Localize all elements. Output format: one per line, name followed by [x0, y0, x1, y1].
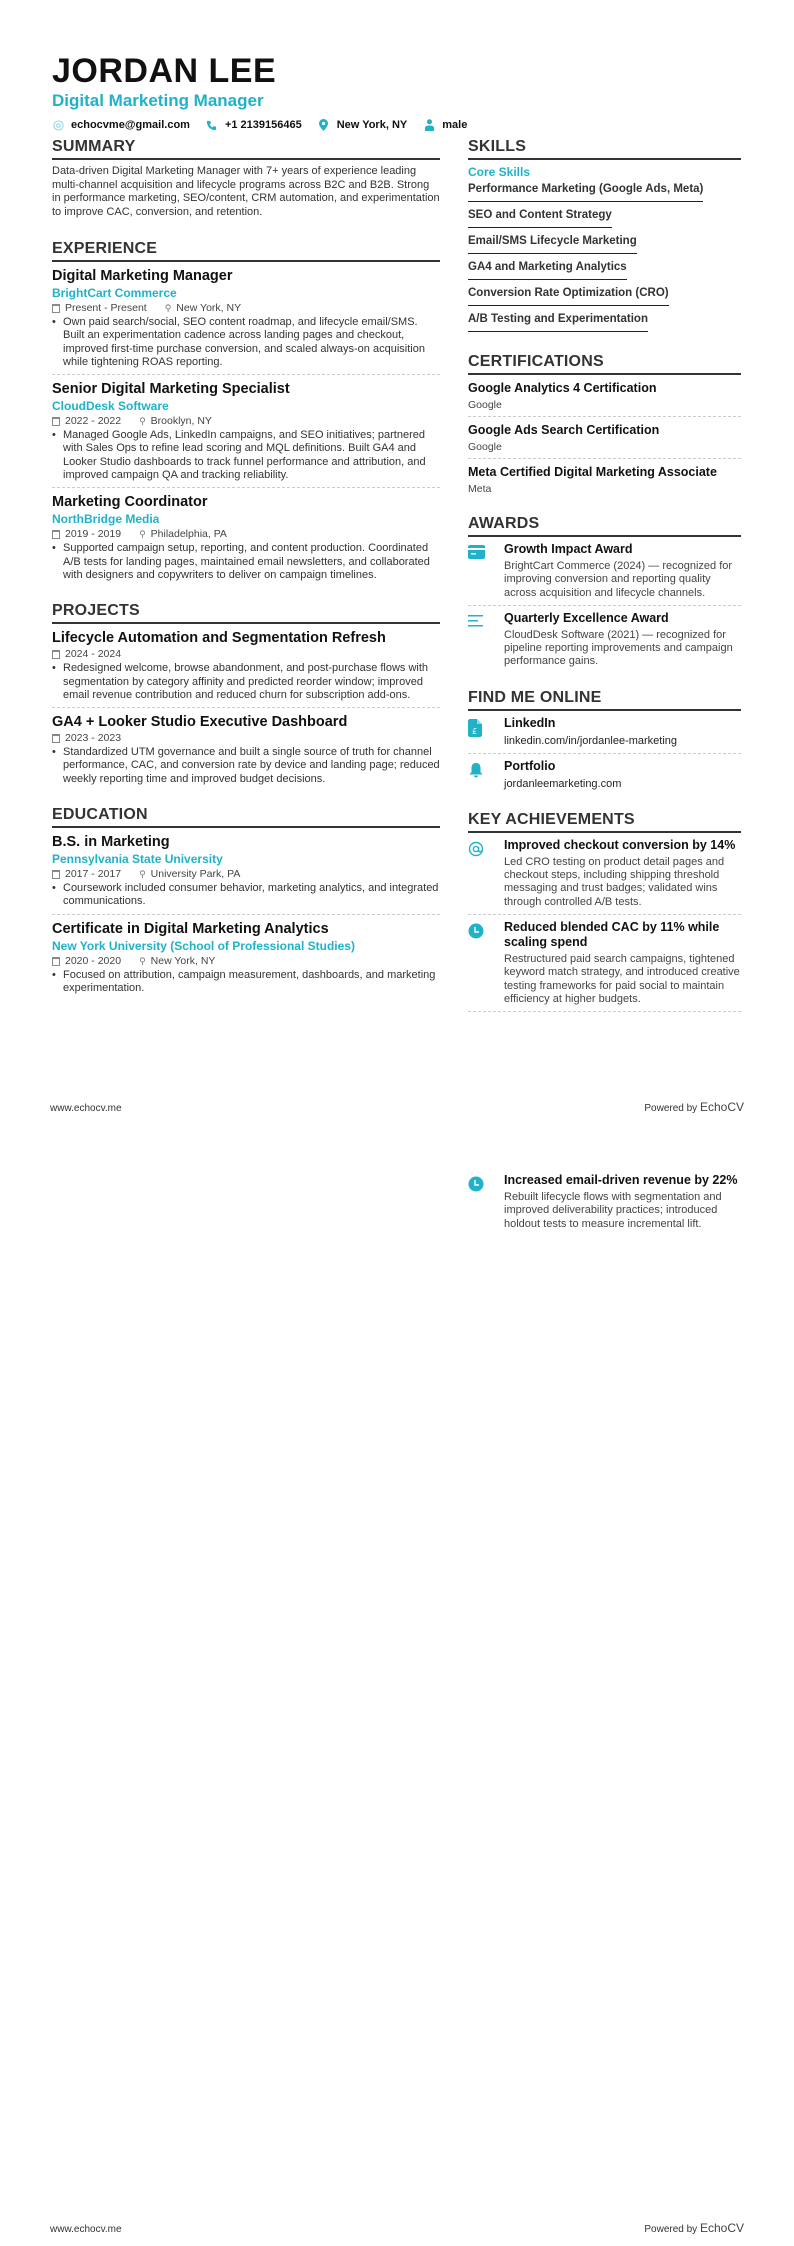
contact-phone[interactable] [206, 119, 302, 131]
entry-location: University Park, PA [150, 868, 241, 881]
company-name: BrightCart Commerce [52, 286, 177, 300]
resume-page-2 [0, 1123, 794, 2246]
online-link[interactable]: jordanleemarketing.com [504, 777, 622, 790]
location-pin-icon [318, 119, 330, 131]
section-heading: CERTIFICATIONS [468, 352, 741, 375]
award-description: BrightCart Commerce (2024) — recognized for improving conversion and reporting quality across acquisition and lifecycle channels. [504, 560, 733, 599]
brand-name: EchoCV [699, 2221, 744, 2235]
calendar-icon [52, 650, 60, 659]
section-heading: SKILLS [468, 137, 741, 160]
entry-meta [52, 868, 440, 881]
summary-section [52, 137, 440, 219]
contact-email[interactable] [52, 119, 190, 131]
bullet-list [52, 316, 440, 369]
calendar-icon [52, 304, 60, 313]
entry-meta [52, 648, 440, 661]
experience-entry [52, 380, 440, 488]
achievement-item [468, 1173, 741, 1236]
section-heading: KEY ACHIEVEMENTS [468, 810, 741, 833]
bullet-item: • Coursework included consumer behavior, marketing analytics, and integrated communications. [52, 882, 440, 909]
svg-text:£: £ [472, 726, 478, 736]
section-heading: FIND ME ONLINE [468, 688, 741, 711]
section-heading: AWARDS [468, 514, 741, 537]
section-heading: EXPERIENCE [52, 239, 440, 262]
right-column-continued [468, 1173, 741, 1241]
contact-phone-value: +1 2139156465 [224, 119, 302, 131]
degree-title: Certificate in Digital Marketing Analytics [52, 920, 329, 937]
award-title: Growth Impact Award [504, 542, 633, 556]
certifications-section [468, 352, 741, 500]
achievements-section [468, 810, 741, 1012]
certification-item [468, 464, 741, 500]
education-entry [52, 920, 440, 1001]
location-pin-icon: ⚲ [139, 869, 146, 880]
lines-icon [468, 615, 485, 632]
project-title: Lifecycle Automation and Segmentation Refresh [52, 630, 386, 647]
entry-dates: 2023 - 2023 [65, 732, 122, 745]
page-footer [50, 2221, 744, 2235]
online-label: Portfolio [504, 758, 556, 773]
entry-location: Brooklyn, NY [150, 415, 212, 428]
document-icon [468, 724, 482, 741]
certification-title: Google Ads Search Certification [468, 423, 660, 437]
candidate-title: Digital Marketing Manager [52, 91, 264, 110]
contact-row [52, 119, 742, 131]
certification-item [468, 422, 741, 459]
contact-location [318, 119, 408, 131]
achievement-item [468, 838, 741, 915]
degree-title: B.S. in Marketing [52, 834, 170, 851]
left-column [52, 137, 440, 1014]
skill-item: Performance Marketing (Google Ads, Meta) [468, 182, 703, 202]
clock-icon [468, 1179, 484, 1196]
experience-entry [52, 267, 440, 375]
job-title: Senior Digital Marketing Specialist [52, 381, 290, 398]
location-pin-icon: ⚲ [164, 303, 172, 313]
entry-dates: 2020 - 2020 [65, 954, 122, 967]
achievement-title: Improved checkout conversion by 14% [504, 837, 736, 852]
company-name: CloudDesk Software [52, 399, 169, 414]
bullet-list [52, 746, 440, 786]
footer-site[interactable]: www.echocv.me [50, 1103, 122, 1114]
at-icon [52, 119, 64, 131]
award-item [468, 611, 741, 674]
online-link[interactable]: linkedin.com/in/jordanlee-marketing [504, 734, 678, 747]
achievement-item [468, 920, 741, 1012]
project-entry [52, 713, 440, 791]
bullet-item: • Managed Google Ads, LinkedIn campaigns, and SEO initiatives; partnered with Sales Ops to refine lead scoring and MQL definitions. Built GA4 and Looker Studio dashboards to track funnel performance and attribution, and improved campaign QA and tracking reliability. [52, 429, 440, 482]
footer-powered [644, 2221, 744, 2235]
skill-item: GA4 and Marketing Analytics [468, 260, 627, 280]
achievement-title: Reduced blended CAC by 11% while scaling spend [504, 919, 720, 949]
education-entry [52, 833, 440, 915]
candidate-name: JORDAN LEE [52, 52, 277, 90]
school-name: New York University (School of Professional Studies) [52, 938, 355, 953]
education-section [52, 805, 440, 1000]
powered-by-label: Powered by [644, 1103, 698, 1114]
location-pin-icon: ⚲ [139, 416, 146, 427]
entry-location: Philadelphia, PA [150, 528, 227, 541]
bullet-item: • Standardized UTM governance and built a single source of truth for channel performance, CAC, and conversion rate by device and landing page; reduced weekly reporting time and improved budget decisions. [52, 746, 440, 786]
entry-location: New York, NY [150, 954, 216, 967]
page-footer [50, 1100, 744, 1114]
skill-item: Email/SMS Lifecycle Marketing [468, 234, 637, 254]
section-heading: SUMMARY [52, 137, 440, 160]
location-pin-icon: ⚲ [139, 529, 146, 540]
right-column [468, 137, 741, 1026]
bullet-item: • Supported campaign setup, reporting, and content production. Coordinated A/B tests for landing pages, maintained email newsletters, and collaborated with designers and copywriters to deliver on campaign timelines. [52, 542, 440, 582]
experience-section [52, 239, 440, 587]
certification-issuer: Google [468, 399, 502, 411]
contact-email-value: echocvme@gmail.com [71, 119, 190, 131]
clock-icon [468, 926, 484, 943]
award-item [468, 542, 741, 606]
calendar-icon [52, 957, 60, 966]
footer-site[interactable]: www.echocv.me [50, 2224, 122, 2235]
entry-meta [52, 302, 440, 315]
company-name: NorthBridge Media [52, 512, 160, 527]
skills-subheading: Core Skills [468, 165, 531, 179]
section-heading: PROJECTS [52, 601, 440, 624]
contact-location-value: New York, NY [336, 119, 408, 131]
bullet-list [52, 542, 440, 582]
card-icon [468, 546, 485, 563]
entry-meta [52, 415, 440, 428]
achievement-title: Increased email-driven revenue by 22% [504, 1173, 738, 1187]
project-title: GA4 + Looker Studio Executive Dashboard [52, 714, 348, 731]
skill-item: Conversion Rate Optimization (CRO) [468, 286, 669, 306]
location-pin-icon: ⚲ [139, 955, 146, 966]
award-description: CloudDesk Software (2021) — recognized for pipeline reporting improvements and campaign performance gains. [504, 628, 733, 668]
certification-title: Meta Certified Digital Marketing Associate [468, 465, 717, 479]
certification-issuer: Meta [468, 483, 492, 495]
calendar-icon [52, 870, 60, 879]
bullet-list [52, 662, 440, 702]
calendar-icon [52, 734, 60, 743]
entry-meta [52, 955, 440, 968]
calendar-icon [52, 530, 60, 539]
skills-section [468, 137, 741, 338]
resume-header [52, 52, 742, 131]
powered-by-label: Powered by [644, 2224, 698, 2235]
entry-dates: 2022 - 2022 [65, 415, 122, 428]
awards-section [468, 514, 741, 674]
certification-title: Google Analytics 4 Certification [468, 381, 657, 395]
bullet-item: • Own paid search/social, SEO content roadmap, and lifecycle email/SMS. Built an experimentation cadence across landing pages and checkout, improved first-time purchase conversion, and scaled always-on acquisition while tightening ROAS reporting. [52, 316, 440, 369]
bullet-item: • Focused on attribution, campaign measurement, dashboards, and marketing experimentation. [52, 969, 440, 996]
footer-powered [644, 1100, 744, 1114]
bullet-list [52, 882, 440, 909]
online-item-portfolio[interactable] [468, 759, 741, 796]
certification-item [468, 380, 741, 417]
entry-dates: 2024 - 2024 [65, 648, 122, 661]
bullet-item: • Redesigned welcome, browse abandonment, and post-purchase flows with segmentation by category affinity and predicted reorder window; improved email revenue contribution and reduced churn for subscription add-ons. [52, 662, 440, 702]
online-label: LinkedIn [504, 715, 556, 730]
online-section [468, 688, 741, 796]
contact-gender-value: male [442, 119, 468, 131]
entry-meta [52, 528, 440, 541]
project-entry [52, 629, 440, 708]
bell-icon [468, 765, 484, 782]
person-icon [423, 119, 435, 131]
phone-icon [206, 119, 218, 131]
entry-location: New York, NY [176, 302, 242, 314]
entry-dates: Present - Present [65, 302, 147, 314]
bullet-list [52, 969, 440, 996]
skill-item: SEO and Content Strategy [468, 208, 612, 228]
online-item-linkedin[interactable] [468, 716, 741, 754]
bullet-list [52, 429, 440, 482]
certification-issuer: Google [468, 441, 502, 453]
entry-meta [52, 732, 440, 745]
achievement-description: Led CRO testing on product detail pages and checkout steps, including shipping threshold messaging and trust badges; validated wins through controlled A/B tests. [504, 855, 725, 908]
at-icon [468, 844, 484, 861]
entry-dates: 2019 - 2019 [65, 528, 122, 541]
summary-text: Data-driven Digital Marketing Manager with 7+ years of experience leading multi-channel acquisition and lifecycle programs across B2C and B2B. Strong in performance marketing, SEO/content, CRM automation, and experimentation to improve CAC, conversion, and retention. [52, 165, 440, 218]
experience-entry [52, 493, 440, 587]
achievement-description: Restructured paid search campaigns, tightened keyword match strategy, and introduced creative testing frameworks for paid social to maintain efficiency at higher budgets. [504, 952, 740, 1005]
achievement-description: Rebuilt lifecycle flows with segmentation and improved deliverability practices; introduced holdout tests to measure incremental lift. [504, 1191, 722, 1230]
calendar-icon [52, 417, 60, 426]
section-heading: EDUCATION [52, 805, 440, 828]
contact-gender [423, 119, 467, 131]
skills-list [468, 182, 741, 338]
entry-dates: 2017 - 2017 [65, 868, 122, 881]
projects-section [52, 601, 440, 791]
brand-name: EchoCV [699, 1100, 744, 1114]
skill-item: A/B Testing and Experimentation [468, 312, 648, 332]
school-name: Pennsylvania State University [52, 852, 223, 867]
job-title: Digital Marketing Manager [52, 268, 233, 284]
award-title: Quarterly Excellence Award [504, 610, 669, 625]
job-title: Marketing Coordinator [52, 494, 208, 511]
